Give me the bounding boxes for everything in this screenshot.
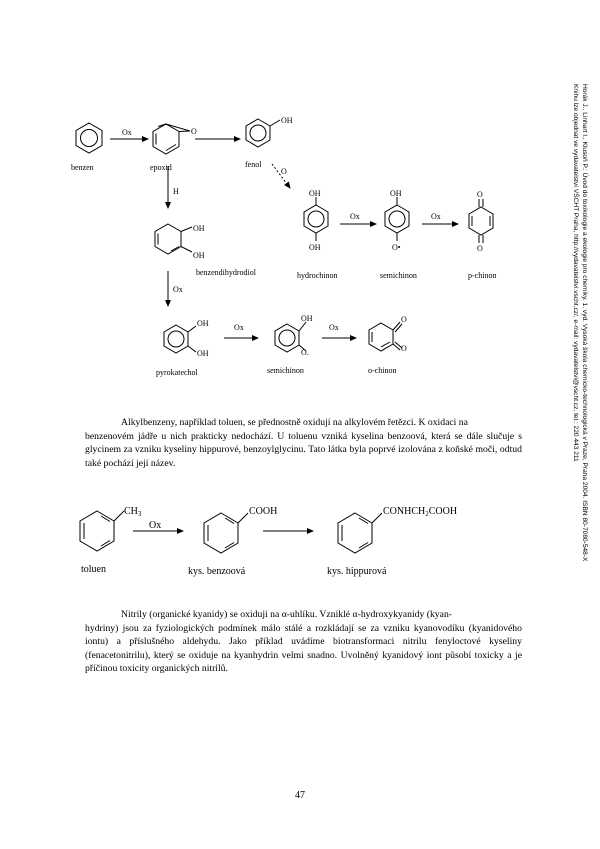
o-chinon-structure [369, 322, 402, 351]
label-pk-oh-2: OH [197, 349, 209, 358]
label-fenol: fenol [245, 160, 262, 169]
label-dihydrodiol-oh-1: OH [193, 224, 205, 233]
label-o-chinon: o-chinon [368, 366, 397, 375]
side-citation-line-1: Horák J., Linhart I., Klusoň P.: Úvod do toxikologie a ekologie pro chemiky. 1. vyd. Vysoká škola chemicko-technologická v Praze, Praha 2004. ISBN 80-7080-548-X [581, 84, 588, 562]
label-pyrokatechol: pyrokatechol [156, 368, 198, 377]
label-sq2-oh: OH [301, 314, 313, 323]
label-ox-5: Ox [234, 323, 244, 332]
label-semichinon-2: semichinon [267, 366, 304, 375]
label-epoxid: epoxid [150, 163, 172, 172]
label-p-chinon: p-chinon [468, 271, 497, 280]
label-conhch2cooh: $CONHCH_2COOH$ [383, 506, 458, 518]
paragraph-2-rest: hydriny) jsou za fyziologických podmínek málo stálé a rozkládají se za vzniku kyanovodíku (kyanidového iontu) a příslušného aldehydu. Jako příklad uvádíme biotransformaci nitrilu fenyloctové kyseliny (fenacetonitrilu), který se oxiduje na kyanhydrin velmi snadno. Uvolněný kyanidový iont působí toxicky a je příčinou toxicity organických nitrilů. [85, 622, 522, 675]
label-toluen: toluen [81, 564, 106, 575]
label-ox-3: Ox [350, 212, 360, 221]
label-oq-o-1: O [401, 315, 407, 324]
paragraph-2-first-line: Nitrily (organické kyanidy) se oxidují na α-uhlíku. Vzniklé α-hydroxykyanidy (kyan- [121, 609, 453, 620]
label-semichinon-1: semichinon [380, 271, 417, 280]
label-sq1-o-radical: O• [392, 243, 401, 252]
label-epoxide-o: O [191, 127, 197, 136]
label-dashed-o: O [281, 167, 287, 176]
label-ox-1: Ox [122, 128, 132, 137]
epoxid-structure [153, 124, 190, 154]
label-oq-o-2: O [401, 344, 407, 353]
label-ox-7: Ox [149, 520, 162, 531]
label-ox-4: Ox [431, 212, 441, 221]
label-pq-o-bottom: O [477, 244, 483, 253]
label-ch3: $CH_3$ [124, 506, 142, 518]
label-fenol-oh: OH [281, 116, 293, 125]
label-pq-o-top: O [477, 190, 483, 199]
semichinon-structure-1 [385, 197, 409, 241]
p-chinon-structure [469, 199, 493, 243]
label-hq-oh-top: OH [309, 189, 321, 198]
label-sq2-o-radical: O. [301, 348, 309, 357]
benzendihydrodiol-structure [155, 224, 192, 254]
label-dihydrodiol-oh-2: OH [193, 251, 205, 260]
page-number: 47 [295, 790, 305, 801]
side-citation-line-2: Knihu lze objednat ve vydavatelství VŠCHT Praha, http://vydavatelstvi.vscht.cz/, e-mail: vydavatelstvi@vscht.cz, tel.: 220 443 211 [572, 84, 579, 462]
toluen-structure [80, 511, 124, 551]
label-kys-hippurova: kys. hippurová [327, 566, 387, 577]
label-benzendihydrodiol: benzendihydrodiol [196, 268, 256, 277]
kys-hippurova-structure [338, 513, 382, 553]
label-h: H [173, 187, 179, 196]
label-pk-oh-1: OH [197, 319, 209, 328]
label-kys-benzoova: kys. benzoová [188, 566, 246, 577]
label-hq-oh-bottom: OH [309, 243, 321, 252]
label-cooh: COOH [249, 506, 278, 517]
kys-benzoova-structure [204, 513, 248, 553]
label-benzen: benzen [71, 163, 94, 172]
label-sq1-oh: OH [390, 189, 402, 198]
paragraph-1-first-line: Alkylbenzeny, například toluen, se přednostně oxidují na alkylovém řetězci. K oxidaci na [121, 417, 468, 428]
side-citation [571, 84, 589, 561]
benzen-structure [76, 123, 102, 153]
hydrochinon-structure [304, 197, 328, 241]
pyrokatechol-structure [164, 325, 196, 353]
label-hydrochinon: hydrochinon [297, 271, 338, 280]
fenol-structure [246, 119, 280, 147]
paragraph-alkylbenzeny [85, 416, 522, 470]
paragraph-1-rest: benzenovém jádře u nich prakticky nedochází. U toluenu vzniká kyselina benzoová, která se dále slučuje s glycinem za vzniku kyseliny hippurové, benzoylglycinu. Tato látka byla poprvé izolována z koňské moči, odtud také pochází její název. [85, 430, 522, 469]
paragraph-nitrily [85, 608, 522, 676]
label-ox-6: Ox [329, 323, 339, 332]
label-ox-down: Ox [173, 285, 183, 294]
